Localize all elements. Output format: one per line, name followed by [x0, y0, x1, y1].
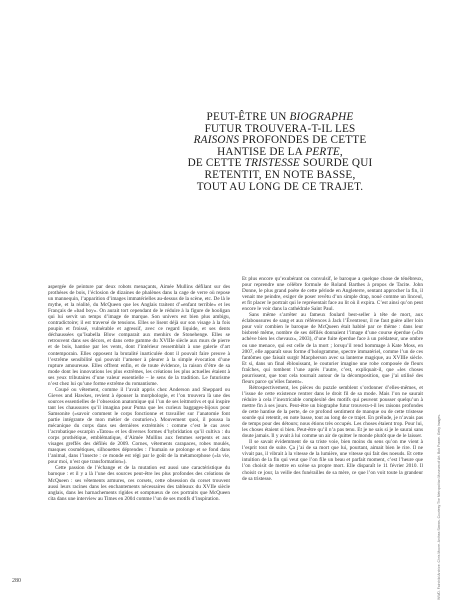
article-paragraph: aspergée de peinture par deux robots menaçants, Aimée Mullins défilant sur des prothèses de bois, l’éclosion de dizaines de phalènes dans la cage de verre où repose un mannequin, l’apparition d’images immatérielles au-dessus de la scène, etc. De là le mythe, et la réalité, du McQueen que les Anglais traitent d’«enfant terrible» et les Français de «bad boy». On aurait tort cependant de le réduire à la figure de hooligan qui lui servit un temps d’image de marque. Son univers est bien plus ambigu, contradictoire; il est traversé de tensions. Elles se lisent déjà sur son visage à la fois poupin et froissé, vulnérable et agressif, avec ce regard liquide, et ses dents déchaussées qu’Isabella Blow comparait aux menhirs de Stonehenge. Elles se retrouvent dans ses décors, et dans cette gamme du XVIIIe siècle aux murs de pierre et de bois, hantise par les vents, dont l’intérieur ressemblait à une galerie d’art contemporain. Elles opposent la brutalité inarticulée dont il pouvait faire preuve à l’extrême sensibilité qui pouvait l’amener à pleurer à la simple évocation d’une rupture amoureuse. Elles offrent enfin, et de toute évidence, la raison d’être de sa mode dont les innovations les plus extrêmes, les créations les plus actuelles étaient à ses yeux tributaires d’une valeur essentielle – le sens de la tradition. Le futurisme n’est chez lui qu’une forme extrême du romantisme.: [48, 284, 230, 387]
page-number: 280: [12, 578, 21, 584]
pull-quote-line: PEUT-ÊTRE UN BIOGRAPHE: [206, 111, 354, 123]
pull-quote-line: RAISONS PROFONDES DE CETTE: [193, 134, 367, 147]
article-column-right: [242, 276, 423, 482]
article-paragraph: Et plus encore qu’exubérant ou convulsif, le baroque a quelque chose de ténébreux, pour reprendre une célèbre formule de Roland Barthes à propos de Tacite. John Donne, le plus grand poète de cette période en Angleterre, sentant approcher la fin, il venait me peindre, exiger de poser revêtu d’un simple drap, noué comme un linceul, et fit placer le portrait qui le représentait face au lit où il expira. C’est ainsi qu’on peut encore le voir dans la cathédrale Saint Paul.: [242, 276, 423, 313]
pull-quote-line: RETENTIT, EN NOTE BASSE,: [204, 168, 356, 181]
photo-credit: WWD. Fairchild Archive. Chris Moore. Anthea Simms. Courtesy The Metropolitan Museum of Art. Bob Frame. Getty Images.: [437, 414, 441, 600]
article-paragraph: Coupé ou vêtement, comme il l’avait appris chez Anderson and Sheppard ou Gieves and Hawkes, revient à épouser la morphologie, et l’on trouvera là une des sources essentielles de l’obsession anatomique qui l’un de ses leitmotivs et qui inspire tant les chaussures qu’il imagina pour Puma que les curieux baggages-bijoux pour Samsonite («savoir comment le corps fonctionne et travailler sur l’anatomie font partie intégrante de mon métier de couturier»). Mouvement quoi, il poussa la mécanique du corps dans ses dernières extrémités : comme c’est le cas avec l’acrobatique escarpin «Tatou» et les diverses formes d’hybridation qu’il cultiva : du corps prothétique, emblématique, d’Aimée Mullins aux femmes serpents et aux visages greffés des défilés de 2009. Cornes, vêtements carapaces, robes moulés, masques cosmétiques, silhouettes déprendes : l’humain se prolonge et se fond dans l’animal, dans l’insecte : ce monde est régi par le goût de la métamorphose («la vie, pour moi, n’est que transformation»).: [48, 386, 230, 466]
article-paragraph: Cette passion de l’échange et de la mutation est aussi une caractéristique du baroque : et il y a là l’une des sources peut-être les plus profondes des créations de McQueen : ses vêtements armures, ces corsets, cette obsession du corset trouvent aussi leurs racines dans les enchantements nécessaires des tableaux du XVIIe siècle anglais, dans les harnachements rigides et somptueux de ces portraits que McQueen cita dans une interview au Times en 2004 comme l’un de ses motifs d’inspiration.: [48, 465, 230, 502]
article-column-left: [48, 284, 230, 502]
pull-quote-line: HANTISE DE LA PERTE,: [217, 145, 343, 158]
article-paragraph: Sans même s’arrêter au fameux foulard best-seller à tête de mort, aux éclaboussures de sang et aux références à Jack l’Éventreur, il ne faut guère aller loin pour voir combien le baroque de McQueen était habité par ce thème : dans leur bisbreté même, nombre de ses défilés donnaient l’image d’une course éperdue («On achève bien les chevaux», 2003), d’une fuite éperdue face à un prédateur, une ombre ou une menace, qui est celle de la mort ; lorsqu’il rend hommage à Kate Moss, en 2007, elle apparaît sous forme d’hologramme, spectre immatériel, comme l’un de ces fantômes que faisait surgir Macpherson avec sa lanterne magique, au XVIIIe siècle. Et si, dans un final éblouissant, le couturier imagine une robe composée de fleurs fraîches, qui tombent l’une après l’autre, c’est, expliquait-il, que «les choses pourrissent, que tout cela tournait autour de la décomposition, que j’ai utilisé des fleurs parce qu’elles fanent».: [242, 312, 423, 385]
pull-quote-line: FUTUR TROUVERA-T-IL LES: [204, 122, 356, 135]
pull-quote: [140, 112, 420, 193]
article-paragraph: Rétrospectivement, les pièces du puzzle semblent s’ordonner d’elles-mêmes, et l’issue de cette existence rentrer dans le droit fil de sa mode. Mais l’on ne saurait réduire à cela l’inextricable complexité des motifs qui peuvent pousser quelqu’un à mettre fin à ses jours. Peut-être un biographe futur trouvera-t-il les raisons profondes de cette hantise de la perte, de ce profond sentiment de manque ou de cette tristesse sourde qui retentit, en note basse, tout au long de ce trajet. En prélude, je n’avais pas de temps pour des détours; nous étions très occupés. Les choses étaient trop. Pour lui, les choses étaient si bien. Peut-être qu’il n’a pas tenu. Et je ne sais si je le saurai sans doute jamais. Il y avait à lui comme un air de quitter le monde plutôt que de le laisser.: [242, 384, 423, 440]
pull-quote-line: TOUT AU LONG DE CE TRAJET.: [196, 180, 364, 193]
article-paragraph: Il se savait évidemment de sa triste voie, bien moins du sens qu’on me vient à l’esprit tout de suite. Ça j’ai de sa mort que lui, pourtant, aimait bien le rire. Il ne vivait pas, il vibrait à la vitesse de la lumière, une vitesse qui fait des noeuds. Et cette intuition de la fin qui veut que l’on file un beau et parfait moment, c’est l’heure que l’on choisit de mettre en scène sa propre mort. Elle disparaît le 11 février 2010. Il choisit ce jour, la veille des funérailles de sa mère, ce que l’on voit toute la grandeur de sa tristesse.: [242, 439, 423, 482]
pull-quote-line: DE CETTE TRISTESSE SOURDE QUI: [187, 157, 373, 170]
